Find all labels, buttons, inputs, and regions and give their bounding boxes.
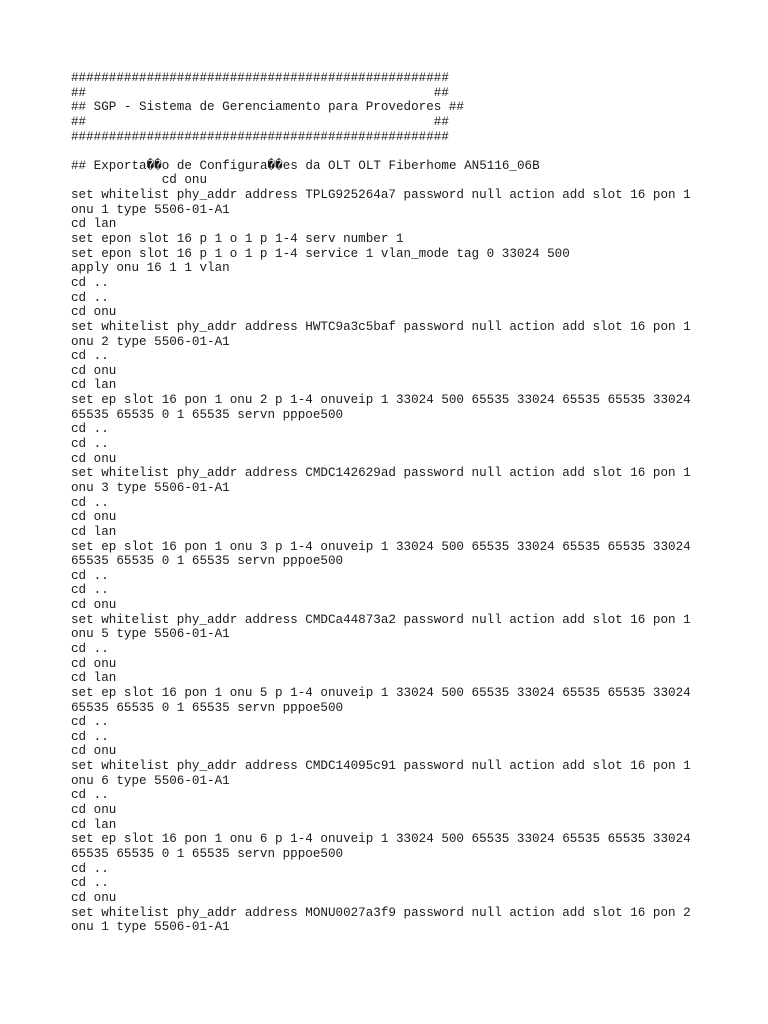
document-line: cd .. [71, 275, 109, 290]
document-line: cd .. [71, 641, 109, 656]
document-line: set epon slot 16 p 1 o 1 p 1-4 serv number 1 [71, 232, 404, 247]
document-line: ################################################## [71, 71, 449, 85]
document-line: ## ## [71, 114, 449, 129]
document-line: onu 5 type 5506-01-A1 [71, 627, 230, 642]
document-page [71, 71, 711, 935]
document-line: cd onu [71, 803, 117, 818]
document-line: cd onu [71, 451, 117, 466]
document-line: set whitelist phy_addr address MONU0027a3f9 password null action add slot 16 pon 2 [71, 905, 691, 920]
document-line: 65535 65535 0 1 65535 servn pppoe500 [71, 700, 344, 715]
document-line: cd .. [71, 583, 109, 598]
document-line: cd onu [71, 173, 208, 188]
document-line: set whitelist phy_addr address CMDC142629ad password null action add slot 16 pon 1 [71, 466, 691, 481]
document-line: set ep slot 16 pon 1 onu 5 p 1-4 onuveip 1 33024 500 65535 33024 65535 65535 33024 [71, 685, 691, 700]
document-line: cd .. [71, 729, 109, 744]
document-line: set whitelist phy_addr address HWTC9a3c5baf password null action add slot 16 pon 1 [71, 319, 691, 334]
document-line: cd onu [71, 305, 117, 320]
document-line: cd .. [71, 437, 109, 452]
document-line: 65535 65535 0 1 65535 servn pppoe500 [71, 846, 344, 861]
document-line: set whitelist phy_addr address CMDC14095c91 password null action add slot 16 pon 1 [71, 759, 691, 774]
document-line: set ep slot 16 pon 1 onu 3 p 1-4 onuveip 1 33024 500 65535 33024 65535 65535 33024 [71, 539, 691, 554]
document-line: 65535 65535 0 1 65535 servn pppoe500 [71, 554, 344, 569]
document-line: set ep slot 16 pon 1 onu 6 p 1-4 onuveip 1 33024 500 65535 33024 65535 65535 33024 [71, 832, 691, 847]
document-line: cd .. [71, 422, 109, 437]
document-line: set epon slot 16 p 1 o 1 p 1-4 service 1 vlan_mode tag 0 33024 500 [71, 246, 570, 261]
document-line: cd onu [71, 598, 117, 613]
document-line: cd lan [71, 378, 117, 393]
document-line: onu 6 type 5506-01-A1 [71, 773, 230, 788]
document-line: onu 3 type 5506-01-A1 [71, 480, 230, 495]
document-line: cd .. [71, 876, 109, 891]
document-line: cd onu [71, 890, 117, 905]
document-line: cd lan [71, 217, 117, 232]
document-line: set whitelist phy_addr address TPLG925264a7 password null action add slot 16 pon 1 [71, 188, 691, 203]
document-line: ################################################## [71, 129, 449, 144]
document-line: cd onu [71, 510, 117, 525]
document-line: onu 2 type 5506-01-A1 [71, 334, 230, 349]
document-line: apply onu 16 1 1 vlan [71, 261, 230, 276]
document-line: set whitelist phy_addr address CMDCa44873a2 password null action add slot 16 pon 1 [71, 612, 691, 627]
document-line: cd onu [71, 656, 117, 671]
document-line: cd .. [71, 290, 109, 305]
document-line: onu 1 type 5506-01-A1 [71, 920, 230, 935]
document-line: ## Exporta��o de Configura��es da OLT OLT Fiberhome AN5116_06B [71, 158, 540, 173]
document-line: cd .. [71, 349, 109, 364]
document-line: cd onu [71, 363, 117, 378]
document-line: cd .. [71, 861, 109, 876]
document-line: cd lan [71, 524, 117, 539]
document-line: cd lan [71, 671, 117, 686]
document-text-body [71, 71, 711, 935]
document-line: cd .. [71, 568, 109, 583]
document-line: 65535 65535 0 1 65535 servn pppoe500 [71, 407, 344, 422]
document-line: set ep slot 16 pon 1 onu 2 p 1-4 onuveip 1 33024 500 65535 33024 65535 65535 33024 [71, 393, 691, 408]
document-line: onu 1 type 5506-01-A1 [71, 202, 230, 217]
document-line: cd onu [71, 744, 117, 759]
document-line: ## SGP - Sistema de Gerenciamento para Provedores ## [71, 100, 464, 115]
document-line: cd .. [71, 715, 109, 730]
document-line: cd lan [71, 817, 117, 832]
document-line: ## ## [71, 85, 449, 100]
document-line: cd .. [71, 495, 109, 510]
document-line [71, 144, 711, 159]
document-line: cd .. [71, 788, 109, 803]
